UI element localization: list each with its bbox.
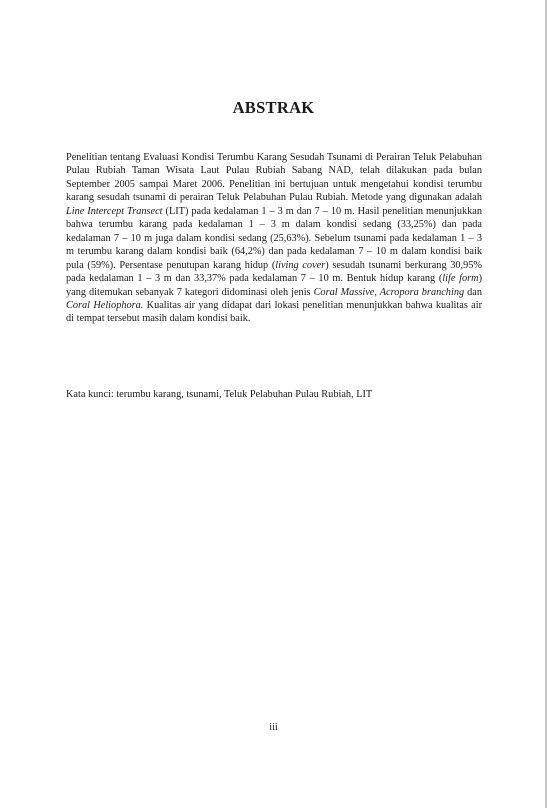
living-cover-term: living cover <box>275 259 326 271</box>
abstract-text-3: ) sesudah tsunami berkurang 30,95% pada kedalaman 1 – 3 m dan 33,37% pada kedalaman 7 – 10 m. Bentuk hidup karang ( <box>66 259 482 285</box>
abstract-text-4: ) yang ditemukan sebanyak 7 kategori didominasi oleh jenis <box>66 273 482 298</box>
page-title: ABSTRAK <box>232 98 315 117</box>
abstract-text-6: Kualitas air yang didapat dari lokasi penelitian menunjukkan bahwa kualitas air di tempat tersebut masih dalam kondisi baik. <box>66 299 482 325</box>
abstract-text-1: Penelitian tentang Evaluasi Kondisi Terumbu Karang Sesudah Tsunami di Perairan Teluk Pelabuhan Pulau Rubiah Taman Wisata Laut Pulau Rubiah Sabang NAD, telah dilakukan pada bulan September 2005 sampai Maret 2006. Penelitian ini bertujuan untuk mengetahui kondisi terumbu karang sesudah tsunami di perairan Teluk Pelabuhan Pulau Rubiah. Metode yang digunakan adalah <box>66 152 482 204</box>
life-form-term: life form <box>442 273 479 285</box>
abstract-text-5: dan <box>464 286 482 298</box>
abstract-paragraph <box>66 151 482 326</box>
method-term: Line Intercept Transect <box>66 205 163 217</box>
coral-heliophora-term: Coral Heliophora. <box>66 299 144 311</box>
keywords-line: Kata kunci: terumbu karang, tsunami, Teluk Pelabuhan Pulau Rubiah, LIT <box>66 389 373 400</box>
coral-massive-term: Coral Massive, Acropora branching <box>313 286 465 298</box>
abstract-text-2: (LIT) pada kedalaman 1 – 3 m dan 7 – 10 m. Hasil penelitian menunjukkan bahwa terumbu karang pada kedalaman 1 – 3 m dalam kondisi sedang (33,25%) dan pada kedalaman 7 – 10 m juga dalam kondisi sedang (25,63%). Sebelum tsunami pada kedalaman 1 – 3 m terumbu karang dalam kondisi baik (64,2%) dan pada kedalaman 7 – 10 m dalam kondisi baik pula (59%). Persentase penutupan karang hidup ( <box>66 205 482 271</box>
page-number: iii <box>269 722 278 733</box>
